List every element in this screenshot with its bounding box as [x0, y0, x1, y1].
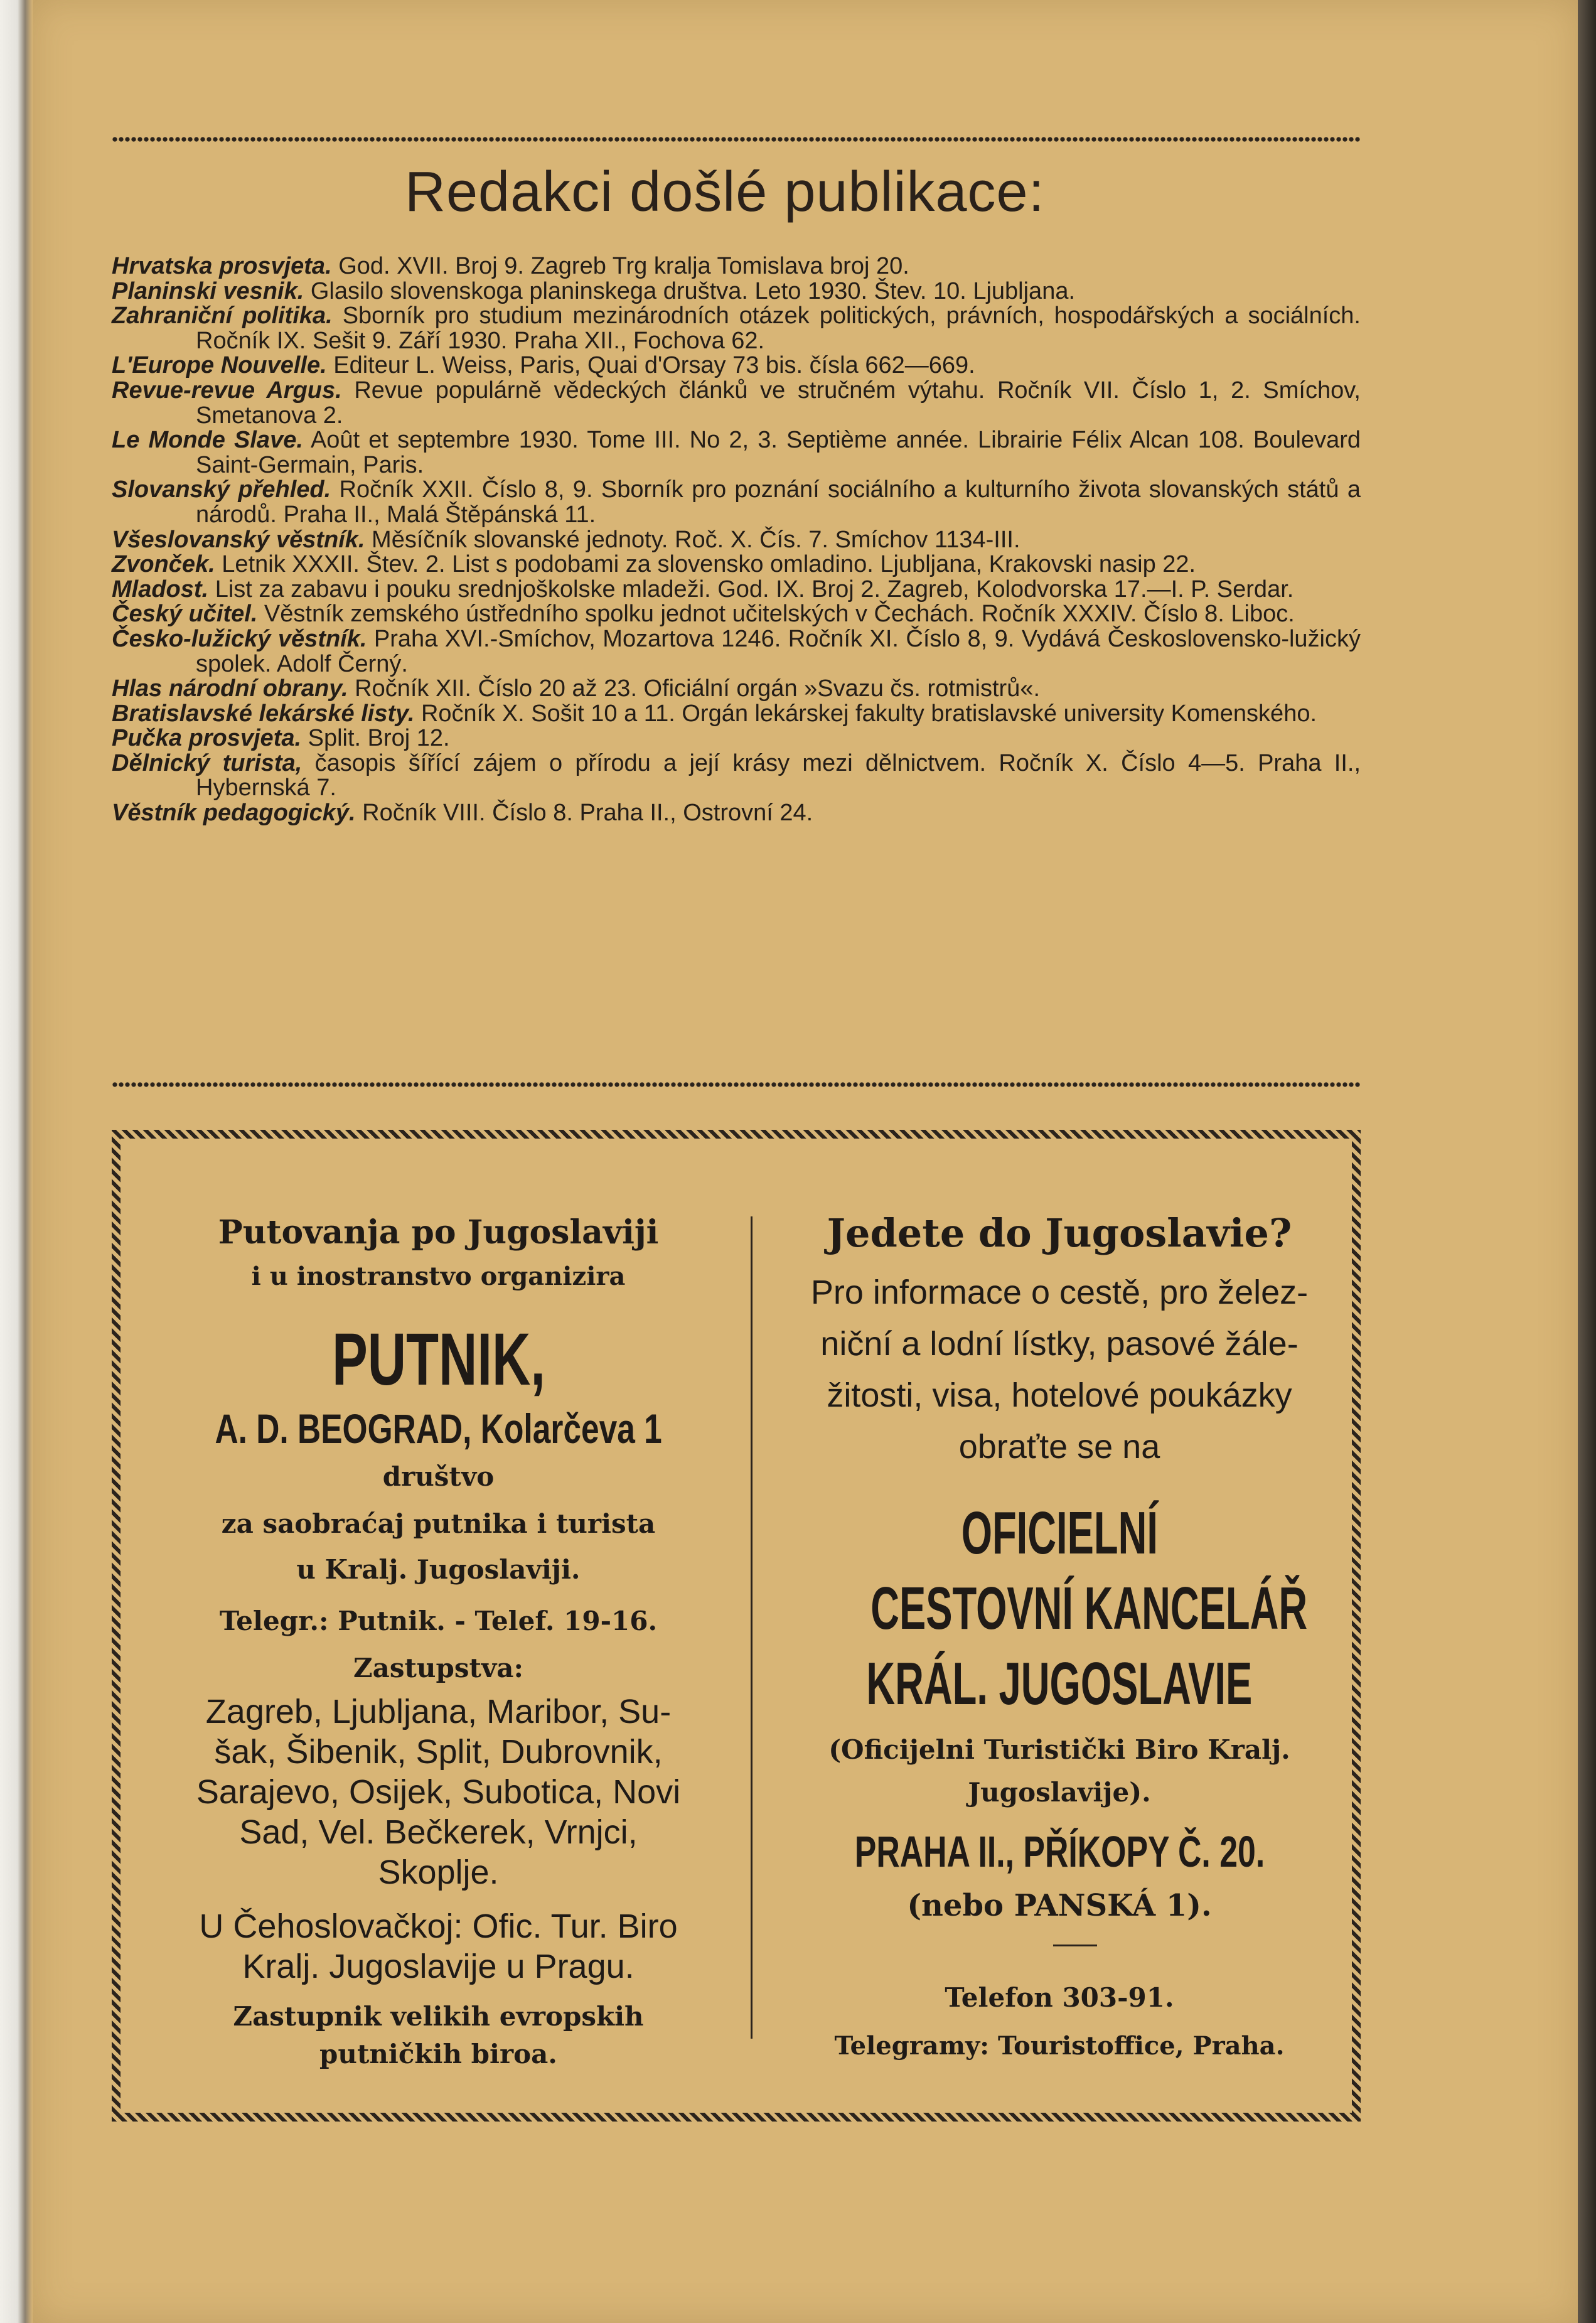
list-item [112, 702, 1361, 727]
list-item [112, 602, 1361, 627]
list-item [112, 279, 1361, 304]
list-item [112, 378, 1361, 428]
publication-name: Český učitel. [112, 601, 258, 628]
ad-left-line-5: društvo [382, 1461, 495, 1492]
publication-details: Ročník XII. Číslo 20 až 23. Oficiální orgán »Svazu čs. rotmistrů«. [355, 675, 1041, 702]
ad-right-info-1: Pro informace o cestě, pro želez- [810, 1274, 1309, 1311]
ad-right-biro-2: Jugoslavije). [968, 1777, 1151, 1808]
publication-details: Letnik XXXII. Štev. 2. List s podobami za slovensko omladino. Ljubljana, Krakovski nasip 22. [222, 551, 1196, 578]
list-item [112, 627, 1361, 677]
publication-name: Le Monde Slave. [112, 427, 303, 454]
list-item [112, 304, 1361, 353]
publication-name: Hlas národní obrany. [112, 675, 348, 702]
publication-name: Věstník pedagogický. [112, 800, 356, 827]
publication-details: časopis šířící zájem o přírodu a její krásy mezi dělnictvem. Ročník X. Číslo 4—5. Praha II., Hybernská 7. [196, 749, 1361, 802]
bottom-dotted-rule [112, 1081, 1361, 1088]
publication-details: Revue populárně vědeckých článků ve stručném výtahu. Ročník VII. Číslo 1, 2. Smíchov, Smetanova 2. [196, 377, 1361, 429]
ad-left-cities-5: Skoplje. [378, 1854, 499, 1891]
publication-details: Glasilo slovenskoga planinskega društva. Leto 1930. Štev. 10. Ljubljana. [310, 277, 1076, 304]
publication-name: Všeslovanský věstník. [112, 526, 365, 553]
publication-name: Mladost. [112, 576, 209, 603]
ad-left-cities-1: Zagreb, Ljubljana, Maribor, Su- [205, 1693, 672, 1730]
advertisement-box [112, 1130, 1361, 2122]
publication-name: Slovanský přehled. [112, 476, 331, 503]
ad-right-dash [1053, 1945, 1097, 1946]
publication-name: Hrvatska prosvjeta. [112, 253, 332, 279]
list-item [112, 751, 1361, 801]
ad-right-info-4: obraťte se na [958, 1428, 1160, 1466]
ad-right-oficielni: OFICIELNÍ [961, 1499, 1158, 1567]
publication-details: Měsíčník slovanské jednoty. Roč. X. Čís. 7. Smíchov 1134-III. [372, 526, 1020, 553]
publication-details: Ročník X. Sošit 10 a 11. Orgán lekárskej fakulty bratislavské university Komenského. [420, 700, 1317, 727]
ad-right-telefon: Telefon 303-91. [945, 1982, 1174, 2013]
ad-left-zastupstva: Zastupstva: [353, 1653, 523, 1683]
ad-left-address: A. D. BEOGRAD, Kolarčeva 1 [215, 1405, 662, 1452]
ad-left-line-6: za saobraćaj putnika i turista [221, 1508, 656, 1539]
ad-left-zastupnik-1: Zastupnik velikih evropskih [233, 2001, 644, 2032]
publication-details: List za zabavu i pouku srednjoškolske mladeži. God. IX. Broj 2. Zagreb, Kolodvorska 17.—I. P. Serdar. [215, 576, 1294, 603]
ad-left-line-2: i u inostranstvo organizira [251, 1262, 626, 1291]
publication-name: Dělnický turista, [112, 749, 303, 776]
publication-name: Česko-lužický věstník. [112, 625, 367, 652]
ad-left-prague-2: Kralj. Jugoslavije u Pragu. [242, 1948, 635, 1985]
ad-putnik [129, 1147, 747, 2104]
ad-right-info-3: žitosti, visa, hotelové poukázky [827, 1376, 1292, 1414]
publication-name: Pučka prosvjeta. [112, 725, 302, 752]
publication-details: Editeur L. Weiss, Paris, Quai d'Orsay 73 bis. čísla 662—669. [333, 352, 975, 379]
ad-right-biro-1: (Oficijelni Turistički Biro Kralj. [828, 1734, 1290, 1765]
publication-details: Split. Broj 12. [308, 725, 450, 752]
publication-details: Praha XVI.-Smíchov, Mozartova 1246. Ročník XI. Číslo 8, 9. Vydává Československo-lužický spolek. Adolf Černý. [196, 625, 1361, 677]
publication-name: L'Europe Nouvelle. [112, 352, 327, 379]
ad-left-line-1: Putovanja po Jugoslaviji [218, 1213, 659, 1252]
publication-details: Août et septembre 1930. Tome III. No 2, 3. Septième année. Librairie Félix Alcan 108. Boulevard Saint-Germain, Paris. [196, 427, 1361, 478]
publication-name: Zahraniční politika. [112, 303, 333, 330]
ad-right-headline: Jedete do Jugoslavie? [827, 1210, 1292, 1256]
page-title: Redakci došlé publikace: [405, 161, 1045, 223]
list-item [112, 528, 1361, 553]
publication-name: Bratislavské lekárské listy. [112, 700, 415, 727]
ad-right-info-2: niční a lodní lístky, pasové žále- [820, 1325, 1299, 1363]
list-item [112, 726, 1361, 751]
list-item [112, 353, 1361, 378]
ad-left-telegr: Telegr.: Putnik. - Telef. 19-16. [219, 1606, 658, 1636]
publication-details: God. XVII. Broj 9. Zagreb Trg kralja Tomislava broj 20. [338, 253, 909, 279]
publication-details: Ročník VIII. Číslo 8. Praha II., Ostrovní 24. [362, 800, 813, 827]
publication-name: Planinski vesnik. [112, 277, 304, 304]
ad-right-kral: KRÁL. JUGOSLAVIE [866, 1650, 1253, 1717]
ad-left-cities-2: šak, Šibenik, Split, Dubrovnik, [214, 1733, 663, 1771]
ad-right-kancelar: CESTOVNÍ KANCELÁŘ [870, 1575, 1308, 1642]
list-item [112, 552, 1361, 577]
list-item [112, 577, 1361, 603]
publication-details: Sborník pro studium mezinárodních otázek politických, právních, hospodářských a sociálních. Ročník IX. Sešit 9. Září 1930. Praha XII., Fochova 62. [196, 303, 1361, 354]
list-item [112, 428, 1361, 478]
ad-right-address: PRAHA II., PŘÍKOPY Č. 20. [854, 1827, 1265, 1876]
publication-name: Zvonček. [112, 551, 215, 578]
ad-right-telegramy: Telegramy: Touristoffice, Praha. [834, 2031, 1285, 2061]
ad-right-panska: (nebo PANSKÁ 1). [907, 1888, 1212, 1923]
list-item [112, 801, 1361, 826]
page-right-edge [1578, 0, 1596, 2323]
ad-left-line-7: u Kralj. Jugoslaviji. [296, 1554, 581, 1585]
ad-left-putnik: PUTNIK, [331, 1318, 545, 1401]
ad-left-cities-3: Sarajevo, Osijek, Subotica, Novi [196, 1773, 681, 1811]
ad-left-prague-1: U Čehoslovačkoj: Ofic. Tur. Biro [199, 1907, 678, 1945]
page-binding-edge [0, 0, 33, 2323]
ad-left-zastupnik-2: putničkih biroa. [319, 2039, 557, 2069]
publication-list [112, 254, 1361, 826]
column-divider [751, 1216, 752, 2039]
list-item [112, 677, 1361, 702]
list-item [112, 254, 1361, 279]
publication-details: Věstník zemského ústředního spolku jednot učitelských v Čechách. Ročník XXXIV. Číslo 8. Liboc. [264, 601, 1295, 628]
publication-details: Ročník XXII. Číslo 8, 9. Sborník pro poznání sociálního a kulturního života slovanských států a národů. Praha II., Malá Štěpánská 11. [196, 476, 1361, 528]
publication-name: Revue-revue Argus. [112, 377, 342, 404]
ad-cestovni-kancelar [758, 1147, 1361, 2104]
list-item [112, 478, 1361, 527]
top-dotted-rule [112, 136, 1361, 143]
ad-left-cities-4: Sad, Vel. Bečkerek, Vrnjci, [239, 1813, 638, 1851]
